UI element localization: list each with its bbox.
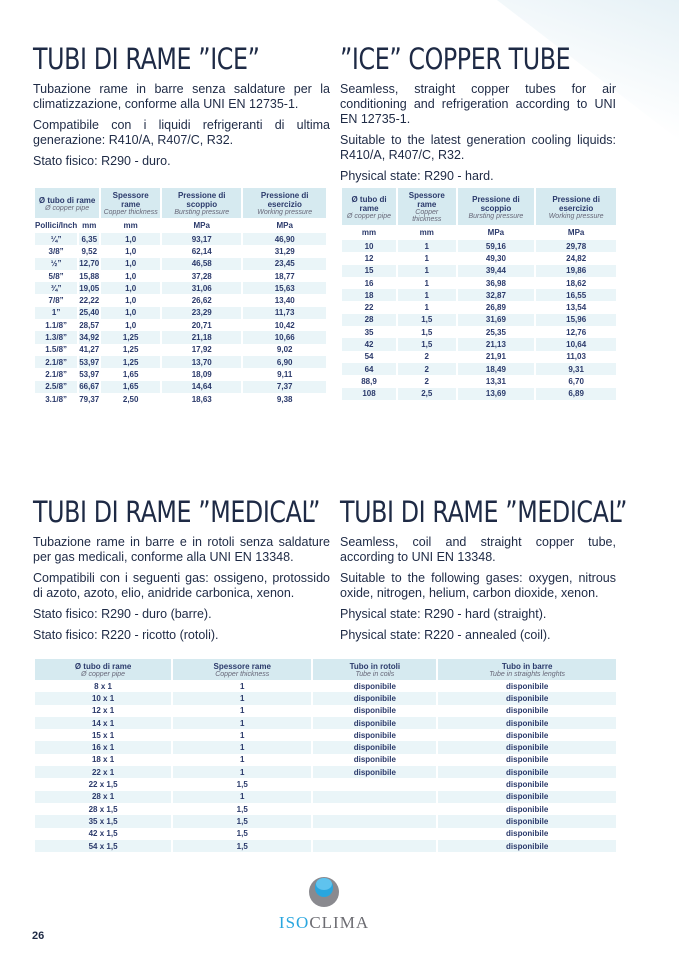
table-cell: 64 [341, 363, 397, 375]
table-cell: 1,5 [397, 338, 456, 350]
table-cell: 21,18 [161, 331, 242, 343]
table-cell: disponibile [437, 680, 616, 692]
table-cell: 66,67 [79, 382, 100, 392]
table-cell: 7,37 [242, 381, 326, 393]
table-cell: 62,14 [161, 245, 242, 257]
table-cell: 1.1/8” [34, 319, 78, 331]
table-cell: disponibile [312, 717, 437, 729]
table-cell: 6,35 [78, 233, 100, 245]
table-cell: 13,54 [535, 301, 616, 313]
table-row [34, 294, 326, 306]
table-cell: 2 [397, 375, 456, 387]
table-row [341, 388, 616, 400]
table-cell: 11,03 [535, 351, 616, 363]
table-cell: disponibile [437, 840, 616, 852]
table-cell: 19,05 [79, 283, 100, 293]
table-cell: 1.5/8” [34, 344, 78, 356]
table-row [341, 252, 616, 264]
column-header: Pressione di esercizio Working pressure [535, 188, 616, 225]
table-cell: 8 x 1 [34, 680, 172, 692]
table-row [34, 717, 616, 729]
table-cell: disponibile [437, 803, 616, 815]
table-cell: 1,0 [100, 282, 161, 294]
table-row [34, 270, 326, 282]
table-cell: disponibile [437, 815, 616, 827]
column-header: Tubo in barre Tube in straights lenghts [437, 659, 616, 680]
table-row [34, 393, 326, 405]
table-cell: 28 x 1 [34, 791, 172, 803]
table-cell: 19,86 [535, 265, 616, 277]
table-cell: 1,65 [100, 368, 161, 380]
table-cell: 54 [341, 351, 397, 363]
table-cell: disponibile [312, 692, 437, 704]
table-cell: 12,70 [79, 259, 100, 269]
table-cell: 24,82 [535, 252, 616, 264]
table-row [34, 245, 326, 257]
table-cell: 1 [397, 252, 456, 264]
table-cell: 31,29 [242, 245, 326, 257]
paragraph: Suitable to the latest generation cooling liquids: R410/A, R407/C, R32. [340, 133, 616, 162]
table-row [34, 729, 616, 741]
table-cell: 1,25 [100, 356, 161, 368]
table-row [34, 233, 326, 245]
table-cell [312, 840, 437, 852]
table-cell: 1,0 [100, 233, 161, 245]
table-cell [312, 828, 437, 840]
table-cell: disponibile [312, 754, 437, 766]
table-cell: 1 [172, 766, 312, 778]
ice-mm-table [340, 188, 616, 400]
table-cell: ½” [34, 258, 78, 270]
table-row [34, 705, 616, 717]
table-cell: 1,5 [397, 314, 456, 326]
table-cell: 12 [341, 252, 397, 264]
table-cell: 1 [172, 705, 312, 717]
table-cell: 16 [341, 277, 397, 289]
table-cell: 1,5 [172, 840, 312, 852]
table-cell: 9,52 [78, 245, 100, 257]
units-row [34, 218, 326, 233]
table-cell: 22,22 [79, 296, 100, 306]
table-cell [312, 815, 437, 827]
table-cell: 2,5 [397, 388, 456, 400]
heading: TUBI DI RAME ”MEDICAL” [33, 495, 320, 529]
table-cell: 2.1/8” [34, 368, 78, 380]
header-row [34, 188, 326, 218]
table-cell: 1,5 [172, 778, 312, 790]
table-cell: 3/8” [34, 245, 78, 257]
paragraph: Physical state: R290 - hard. [340, 169, 494, 183]
unit-cell: MPa [457, 225, 536, 240]
paragraph: Suitable to the following gases: oxygen, nitrous oxide, nitrogen, helium, carbon dioxide, xenon. [340, 571, 616, 600]
table-row [341, 301, 616, 313]
table-cell: 26,89 [457, 301, 536, 313]
table-row [341, 314, 616, 326]
table-cell: 15,96 [535, 314, 616, 326]
table-row [34, 840, 616, 852]
table-cell: 13,40 [242, 294, 326, 306]
paragraph: Physical state: R290 - hard (straight). [340, 607, 547, 621]
table-cell [312, 803, 437, 815]
table-cell: 10,66 [242, 331, 326, 343]
table-cell: 12 x 1 [34, 705, 172, 717]
table-cell: disponibile [437, 766, 616, 778]
table-cell: 41,27 [79, 345, 100, 355]
table-cell: 13,69 [457, 388, 536, 400]
table-cell: 1,0 [100, 270, 161, 282]
column-header: Ø tubo di rame Ø copper pipe [341, 188, 397, 225]
table-row [34, 754, 616, 766]
table-cell: 88,9 [341, 375, 397, 387]
ice-inch-table [33, 188, 326, 405]
table-cell: 1 [172, 692, 312, 704]
table-cell: 11,73 [242, 307, 326, 319]
table-cell: 15,88 [79, 271, 100, 281]
table-row [34, 778, 616, 790]
table-cell: 2.1/8” [34, 356, 78, 368]
paragraph: Seamless, straight copper tubes for air conditioning and refrigeration according to UNI EN 12735-1. [340, 82, 616, 126]
table-cell: disponibile [437, 828, 616, 840]
table-cell: disponibile [312, 680, 437, 692]
table-cell: 93,17 [161, 233, 242, 245]
table-cell: 1 [172, 680, 312, 692]
table-cell: 6,89 [535, 388, 616, 400]
medical-it-section [33, 495, 330, 649]
table-cell: 1 [172, 741, 312, 753]
table-cell: 1,0 [100, 307, 161, 319]
column-header: Tubo in rotoli Tube in coils [312, 659, 437, 680]
table-cell: 1,5 [172, 815, 312, 827]
table-cell: 2,50 [100, 393, 161, 405]
table-cell: 15 [341, 265, 397, 277]
table-cell: disponibile [437, 791, 616, 803]
table-cell: 1,0 [100, 258, 161, 270]
table-cell: 35 x 1,5 [34, 815, 172, 827]
table-cell: 1 [172, 729, 312, 741]
table-cell: 10,42 [242, 319, 326, 331]
paragraph: Stato fisico: R220 - ricotto (rotoli). [33, 628, 219, 642]
heading: TUBI DI RAME ”ICE” [33, 42, 260, 76]
medical-table [33, 659, 616, 852]
table-cell: 1 [172, 791, 312, 803]
table-cell: 32,87 [457, 289, 536, 301]
table-cell: 22 [341, 301, 397, 313]
table-cell: 9,31 [535, 363, 616, 375]
table-cell: 13,31 [457, 375, 536, 387]
table-row [341, 351, 616, 363]
table-row [34, 356, 326, 368]
table-cell: 18,09 [161, 368, 242, 380]
table-cell: disponibile [437, 754, 616, 766]
table-cell: 28 [341, 314, 397, 326]
header-row [341, 188, 616, 225]
table-cell: disponibile [437, 729, 616, 741]
table-cell: disponibile [312, 766, 437, 778]
table-cell: 34,92 [79, 333, 100, 343]
table-cell: disponibile [437, 717, 616, 729]
table-row [34, 741, 616, 753]
table-cell [312, 778, 437, 790]
table-cell: ¾” [34, 282, 78, 294]
table-cell: 22 x 1,5 [34, 778, 172, 790]
table-cell: 1.3/8” [34, 331, 78, 343]
unit-cell: mm [397, 225, 456, 240]
table-cell: 18,62 [535, 277, 616, 289]
table-cell: 1,25 [100, 331, 161, 343]
table-cell: 18 x 1 [34, 754, 172, 766]
unit-cell: MPa [242, 218, 326, 233]
table-cell: 1,5 [172, 803, 312, 815]
table-cell: 28 x 1,5 [34, 803, 172, 815]
table-row [34, 680, 616, 692]
table-cell: 53,97 [79, 357, 100, 367]
table-cell: 42 [341, 338, 397, 350]
table-row [341, 289, 616, 301]
unit-cell: MPa [161, 218, 242, 233]
unit-cell: Pollici/Inch [34, 218, 78, 233]
table-cell: 1 [172, 717, 312, 729]
table-cell: 28,57 [79, 320, 100, 330]
table-cell: 10,64 [535, 338, 616, 350]
table-row [34, 692, 616, 704]
table-cell: 31,69 [457, 314, 536, 326]
column-header: Pressione di scoppio Bursting pressure [457, 188, 536, 225]
table-cell: 14,64 [161, 381, 242, 393]
table-row [341, 375, 616, 387]
table-cell: 14 x 1 [34, 717, 172, 729]
table-cell: disponibile [312, 705, 437, 717]
table-cell: 18 [341, 289, 397, 301]
table-row [34, 791, 616, 803]
table-cell: 1 [397, 289, 456, 301]
table-cell: disponibile [312, 729, 437, 741]
table-cell: 21,13 [457, 338, 536, 350]
svg-text:ISOCLIMA: ISOCLIMA [278, 913, 370, 932]
table-cell: 26,62 [161, 294, 242, 306]
isoclima-logo [262, 876, 387, 936]
table-cell: 108 [341, 388, 397, 400]
table-row [34, 319, 326, 331]
paragraph: Compatibile con i liquidi refrigeranti di ultima generazione: R410/A, R407/C, R32. [33, 118, 330, 147]
table-cell: 12,76 [535, 326, 616, 338]
table-row [34, 803, 616, 815]
table-row [34, 815, 616, 827]
table-cell: 5/8” [34, 270, 78, 282]
header-row [34, 659, 616, 680]
column-header: Pressione di esercizio Working pressure [242, 188, 326, 218]
table-cell: 79,37 [79, 394, 100, 404]
column-header: Spessore rame Copper thickness [100, 188, 161, 218]
table-cell: 22 x 1 [34, 766, 172, 778]
table-cell: 1,65 [100, 381, 161, 393]
table-row [34, 381, 326, 393]
paragraph: Stato fisico: R290 - duro. [33, 154, 171, 168]
unit-cell: mm [341, 225, 397, 240]
table-cell: 1 [397, 277, 456, 289]
ice-it-section [33, 42, 330, 175]
table-cell: 9,38 [242, 393, 326, 405]
table-row [34, 331, 326, 343]
column-header: Ø tubo di rame Ø copper pipe [34, 188, 100, 218]
paragraph: Physical state: R220 - annealed (coil). [340, 628, 551, 642]
table-row [341, 240, 616, 252]
paragraph: Tubazione rame in barre e in rotoli senza saldature per gas medicali, conforme alla UNI EN 13348. [33, 535, 330, 564]
table-row [34, 766, 616, 778]
table-cell: ¼” [34, 233, 78, 245]
table-row [341, 326, 616, 338]
table-cell: 2.5/8” [34, 381, 78, 393]
table-cell: 16,55 [535, 289, 616, 301]
table-cell: 54 x 1,5 [34, 840, 172, 852]
table-cell: disponibile [437, 778, 616, 790]
table-cell: 9,11 [242, 368, 326, 380]
unit-cell: MPa [535, 225, 616, 240]
table-cell: 2 [397, 363, 456, 375]
table-cell: 10 x 1 [34, 692, 172, 704]
table-row [34, 282, 326, 294]
table-cell: 9,02 [242, 344, 326, 356]
table-cell: 1,5 [172, 828, 312, 840]
table-cell: 7/8” [34, 294, 78, 306]
table-cell: 59,16 [457, 240, 536, 252]
heading: ”ICE” COPPER TUBE [340, 42, 571, 76]
table-row [341, 277, 616, 289]
table-row [34, 368, 326, 380]
page-number: 26 [32, 930, 45, 942]
table-cell: 23,45 [242, 258, 326, 270]
table-cell: 18,63 [161, 393, 242, 405]
table-cell: 3.1/8” [34, 393, 78, 405]
heading: TUBI DI RAME ”MEDICAL” [340, 495, 627, 529]
table-cell: 13,70 [161, 356, 242, 368]
table-cell: 1 [172, 754, 312, 766]
medical-en-section [340, 495, 627, 649]
table-cell: 1,0 [100, 245, 161, 257]
column-header: Pressione di scoppio Bursting pressure [161, 188, 242, 218]
table-cell: 17,92 [161, 344, 242, 356]
table-cell: 1,0 [100, 294, 161, 306]
table-row [341, 338, 616, 350]
table-cell: disponibile [437, 705, 616, 717]
table-cell: 1 [397, 301, 456, 313]
table-cell: 1 [397, 265, 456, 277]
table-cell: 18,49 [457, 363, 536, 375]
table-cell: 37,28 [161, 270, 242, 282]
table-cell: 25,35 [457, 326, 536, 338]
paragraph: Seamless, coil and straight copper tube, according to UNI EN 13348. [340, 535, 616, 564]
table-cell: 39,44 [457, 265, 536, 277]
table-cell: 25,40 [79, 308, 100, 318]
paragraph: Stato fisico: R290 - duro (barre). [33, 607, 212, 621]
table-cell: 16 x 1 [34, 741, 172, 753]
table-cell: 42 x 1,5 [34, 828, 172, 840]
table-cell: 21,91 [457, 351, 536, 363]
paragraph: Compatibili con i seguenti gas: ossigeno, protossido di azoto, azoto, elio, anidride carbonica, xenon. [33, 571, 330, 600]
table-cell: 1 [397, 240, 456, 252]
table-cell: 15 x 1 [34, 729, 172, 741]
table-cell: 1,5 [397, 326, 456, 338]
table-cell: 1,25 [100, 344, 161, 356]
table-cell: 20,71 [161, 319, 242, 331]
table-cell: 23,29 [161, 307, 242, 319]
table-cell [312, 791, 437, 803]
unit-cell: mm [100, 218, 161, 233]
column-header: Spessore rame Copper thickness [397, 188, 456, 225]
table-cell: 6,90 [242, 356, 326, 368]
table-row [34, 828, 616, 840]
table-row [341, 363, 616, 375]
table-cell: disponibile [437, 741, 616, 753]
column-header: Ø tubo di rame Ø copper pipe [34, 659, 172, 680]
table-cell: 46,58 [161, 258, 242, 270]
table-cell: 53,97 [79, 369, 100, 379]
table-cell: 29,78 [535, 240, 616, 252]
table-cell: 49,30 [457, 252, 536, 264]
units-row [341, 225, 616, 240]
table-cell: 1” [34, 307, 78, 319]
table-cell: disponibile [437, 692, 616, 704]
column-header: Spessore rame Copper thickness [172, 659, 312, 680]
paragraph: Tubazione rame in barre senza saldature per la climatizzazione, conforme alla UNI EN 12735-1. [33, 82, 330, 111]
unit-cell: mm [78, 218, 100, 233]
ice-en-section [340, 42, 616, 190]
table-cell: 10 [341, 240, 397, 252]
table-row [34, 307, 326, 319]
table-cell: 1,0 [100, 319, 161, 331]
table-row [34, 344, 326, 356]
table-cell: 2 [397, 351, 456, 363]
table-cell: 46,90 [242, 233, 326, 245]
table-cell: 18,77 [242, 270, 326, 282]
table-cell: 15,63 [242, 282, 326, 294]
table-cell: 35 [341, 326, 397, 338]
table-row [341, 265, 616, 277]
table-cell: 36,98 [457, 277, 536, 289]
table-cell: 6,70 [535, 375, 616, 387]
table-cell: disponibile [312, 741, 437, 753]
table-cell: 31,06 [161, 282, 242, 294]
table-row [34, 258, 326, 270]
